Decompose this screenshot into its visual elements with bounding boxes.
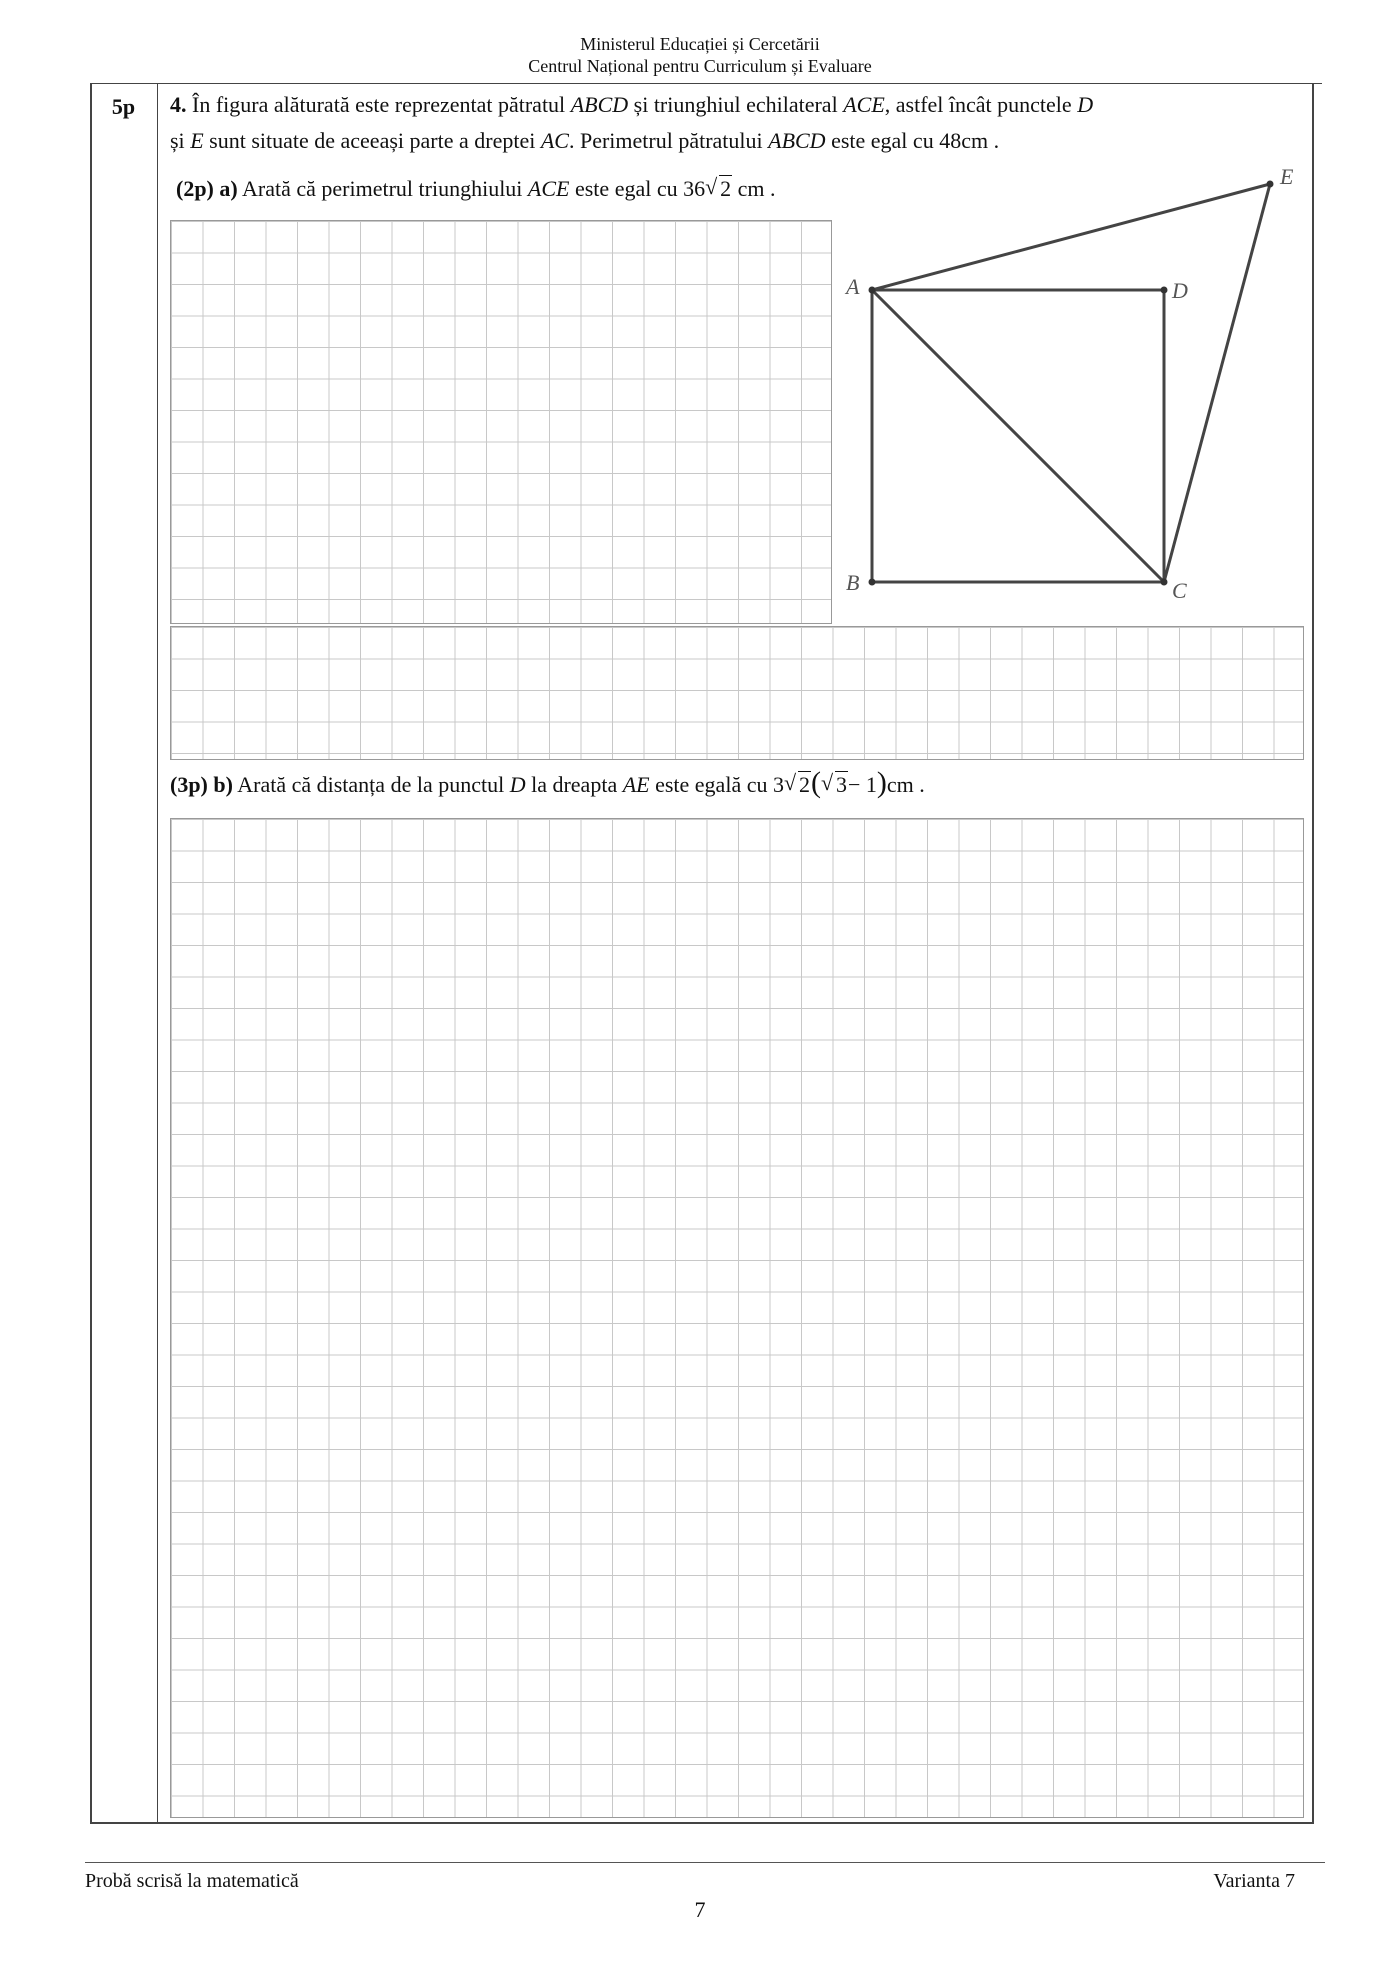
label-a: A — [846, 274, 860, 299]
radicand: 2 — [798, 772, 810, 797]
part-a-text2: este egal cu — [574, 176, 678, 201]
part-b-coef: 3 — [772, 772, 784, 797]
part-b-point: D — [509, 772, 526, 797]
points-column-separator — [157, 84, 158, 1824]
statement-text: . Perimetrul pătratului — [568, 128, 763, 153]
part-a-question — [176, 174, 775, 204]
header-ministry: Ministerul Educației și Cercetării — [580, 34, 820, 54]
label-c: C — [1172, 578, 1187, 603]
part-b-label: b) — [213, 772, 233, 797]
statement-text: și triunghiul echilateral — [633, 92, 838, 117]
part-a-label: a) — [219, 176, 238, 201]
answer-grid-a-bottom — [170, 626, 1304, 760]
sqrt-expression — [705, 174, 732, 204]
part-b-points: (3p) — [170, 772, 208, 797]
point-d: D — [1077, 92, 1094, 117]
part-b-question — [170, 768, 925, 800]
point-e-dot — [1267, 181, 1274, 188]
point-a-dot — [869, 287, 876, 294]
label-b: B — [846, 570, 860, 595]
perimeter-value: 48cm — [939, 128, 989, 153]
footer-rule — [85, 1862, 1325, 1863]
point-e: E — [190, 128, 204, 153]
problem-statement-line2 — [170, 126, 999, 156]
square-name: ABCD — [570, 92, 629, 117]
point-d-dot — [1161, 287, 1168, 294]
part-b-text2: la dreapta — [531, 772, 618, 797]
statement-text: sunt situate de aceeași parte a dreptei — [209, 128, 536, 153]
part-b-unit: cm . — [886, 772, 925, 797]
statement-text: este egal cu — [831, 128, 934, 153]
radicand: 2 — [720, 176, 732, 201]
segment-ae — [872, 184, 1270, 290]
period: . — [993, 128, 1000, 153]
part-a-points: (2p) — [176, 176, 214, 201]
geometry-figure — [832, 158, 1312, 618]
sqrt-icon: √ — [705, 174, 718, 199]
part-a-unit: cm . — [737, 176, 776, 201]
problem-number: 4. — [170, 92, 187, 117]
part-b-text3: este egală cu — [655, 772, 768, 797]
part-a-coef: 36 — [683, 176, 706, 201]
sqrt-expression — [784, 770, 811, 800]
part-a-triangle: ACE — [527, 176, 570, 201]
line-ac: AC — [540, 128, 569, 153]
paren-close: ) — [876, 766, 887, 799]
triangle-name: ACE — [843, 92, 885, 117]
statement-text: În figura alăturată este reprezentat pătratul — [192, 92, 566, 117]
sqrt-icon: √ — [820, 770, 834, 795]
point-c-dot — [1161, 579, 1168, 586]
sqrt-expression — [821, 770, 848, 800]
footer-exam-title: Probă scrisă la matematică — [85, 1870, 299, 1892]
label-d: D — [1172, 278, 1188, 303]
square-name: ABCD — [768, 128, 826, 153]
statement-text: și — [170, 128, 185, 153]
part-b-text: Arată că distanța de la punctul — [237, 772, 505, 797]
problem-statement-line1 — [170, 90, 1093, 120]
sqrt-icon: √ — [783, 770, 797, 795]
footer-variant: Varianta 7 — [1213, 1870, 1295, 1892]
answer-grid-a-top — [170, 220, 832, 624]
part-a-text: Arată că perimetrul triunghiului — [242, 176, 523, 201]
answer-grid-b — [170, 818, 1304, 1818]
segment-ec — [1164, 184, 1270, 582]
page-number: 7 — [694, 1897, 706, 1922]
problem-points: 5p — [111, 94, 136, 119]
minus-one: − 1 — [847, 772, 877, 797]
segment-ac — [872, 290, 1164, 582]
point-b-dot — [869, 579, 876, 586]
statement-text: , astfel încât punctele — [884, 92, 1072, 117]
label-e: E — [1280, 164, 1294, 189]
part-b-line: AE — [622, 772, 650, 797]
paren-open: ( — [810, 766, 821, 799]
header-center: Centrul Național pentru Curriculum și Evaluare — [528, 56, 872, 76]
radicand: 3 — [835, 772, 847, 797]
